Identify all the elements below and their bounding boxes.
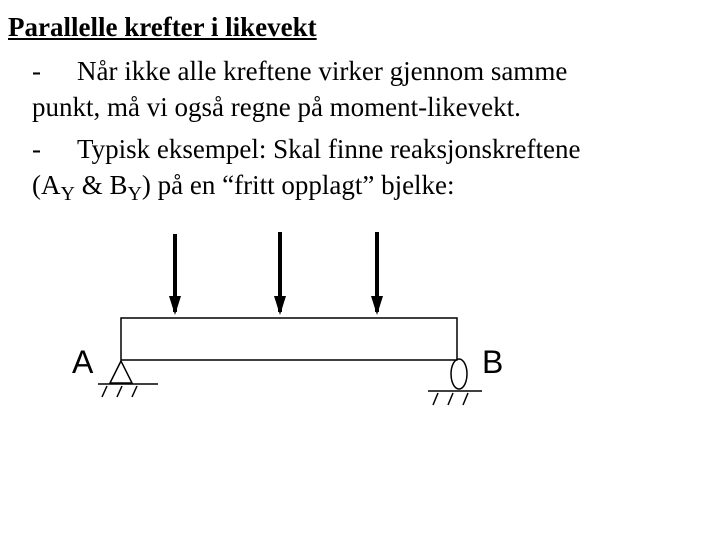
- beam: [121, 318, 457, 360]
- hatch: [102, 386, 107, 397]
- bullet-dash: -: [32, 134, 41, 164]
- subscript-a: Y: [60, 183, 75, 205]
- bullet-dash: -: [32, 56, 41, 86]
- hatch: [132, 386, 137, 397]
- arrowhead: [371, 296, 383, 315]
- roller-support-b: [428, 359, 482, 405]
- pin-support-a: [98, 361, 158, 397]
- pin-triangle: [110, 361, 132, 383]
- text-close: ) på en “fritt opplagt” bjelke:: [141, 170, 455, 200]
- roller: [451, 359, 467, 389]
- text-mid: & B: [74, 170, 128, 200]
- arrowhead: [274, 296, 286, 315]
- support-b-label: B: [482, 344, 504, 380]
- slide-title: Parallelle krefter i likevekt: [8, 12, 317, 42]
- hatch: [448, 393, 453, 405]
- hatch: [463, 393, 468, 405]
- text-open: (A: [32, 170, 61, 200]
- bullet-1-line-2: punkt, må vi også regne på moment-likevekt.: [32, 92, 521, 122]
- hatch: [117, 386, 122, 397]
- support-a-label: A: [72, 344, 94, 380]
- bullet-2-text-1: Typisk eksempel: Skal finne reaksjonskreftene: [77, 134, 581, 164]
- subscript-b: Y: [127, 183, 142, 205]
- hatch: [433, 393, 438, 405]
- load-arrows: [169, 232, 383, 315]
- bullet-1-text-1: Når ikke alle kreftene virker gjennom samme: [77, 56, 568, 86]
- arrowhead: [169, 296, 181, 315]
